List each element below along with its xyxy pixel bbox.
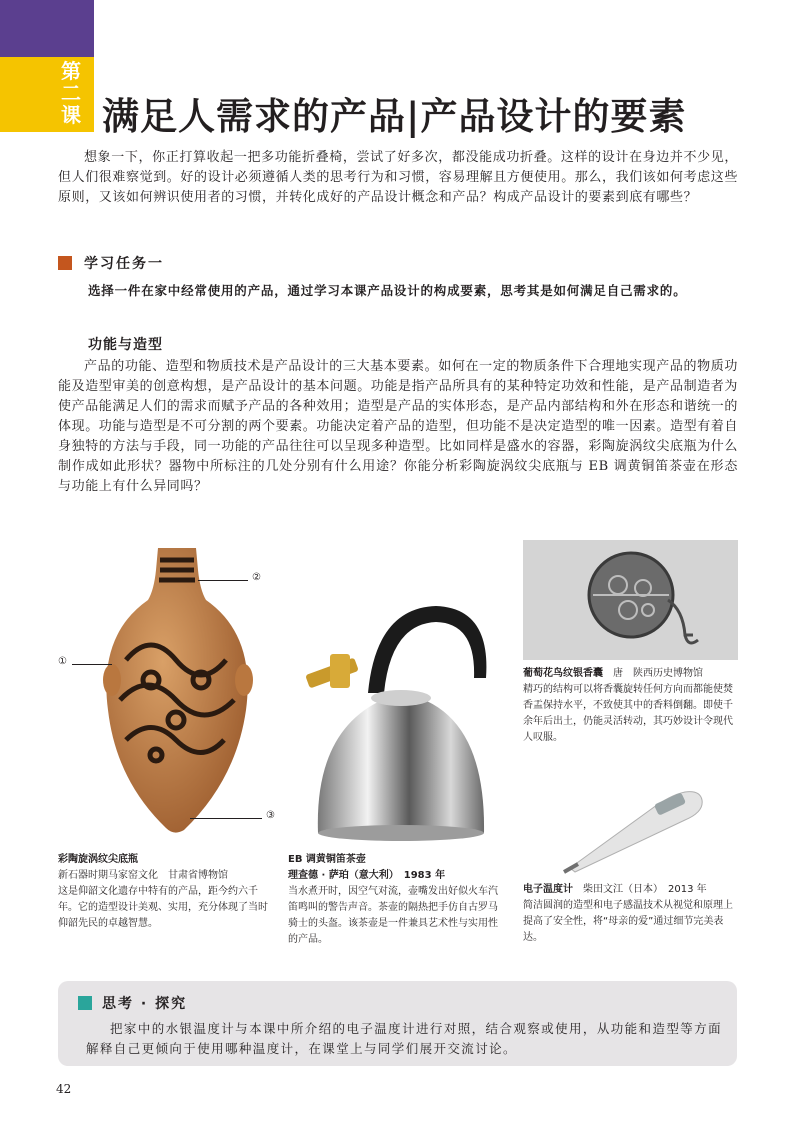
caption-desc: 精巧的结构可以将香囊旋转任何方向而都能使焚香盂保持水平，不致使其中的香料倒翻。即使千余年后出土，仍能灵活转动，其巧妙设计令现代人叹服。 — [523, 684, 733, 743]
square-bullet-icon — [78, 996, 92, 1010]
section-heading: 功能与造型 — [88, 337, 163, 353]
caption-title: 彩陶旋涡纹尖底瓶 — [58, 854, 138, 865]
thermometer-caption — [523, 882, 738, 946]
callout-line — [190, 818, 262, 819]
painted-pottery-vase-image — [96, 540, 276, 850]
square-bullet-icon — [58, 256, 72, 270]
task-text: 选择一件在家中经常使用的产品，通过学习本课产品设计的构成要素，思考其是如何满足自己需求的。 — [88, 283, 687, 298]
censer-caption — [523, 666, 738, 746]
header-yellow-block — [0, 57, 52, 132]
kettle-image — [296, 598, 501, 848]
vase-caption — [58, 852, 273, 932]
caption-title: EB 调黄铜笛茶壶 — [288, 854, 366, 865]
caption-meta: 新石器时期马家窑文化 甘肃省博物馆 — [58, 870, 228, 881]
caption-title-text: 葡萄花鸟纹银香囊 — [523, 668, 603, 679]
callout-3: ③ — [266, 810, 275, 821]
think-heading-label: 思考 · 探究 — [102, 996, 188, 1012]
page-title: 满足人需求的产品|产品设计的要素 — [102, 94, 687, 138]
caption-title — [523, 666, 738, 682]
task-heading-label: 学习任务一 — [84, 256, 164, 272]
callout-line — [72, 664, 112, 665]
page-number: 42 — [56, 1082, 72, 1096]
section-paragraph: 产品的功能、造型和物质技术是产品设计的三大基本要素。如何在一定的物质条件下合理地实现产品的物质功能及造型审美的创意构想，是产品设计的基本问题。功能是指产品所具有的某种特定功效和性能，是产品制造者为使产品能满足人们的需求而赋予产品的各种效用；造型是产品的实体形态，是产品内部结构和外在形态和谐统一的体现。功能与造型是不可分割的两个要素。功能决定着产品的造型，但功能不是决定造型的唯一因素。造型有着自身独特的方法与手段，同一功能的产品往往可以呈现多种造型。比如同样是盛水的容器，彩陶旋涡纹尖底瓶为什么制作成如此形状？器物中所标注的几处分别有什么用途？你能分析彩陶旋涡纹尖底瓶与 EB 调黄铜笛茶壶在形态与功能上有什么异同吗？ — [58, 359, 739, 494]
lesson-tag: 第二课 — [61, 59, 81, 127]
caption-desc: 简洁圆润的造型和电子感温技术从视觉和原理上提高了安全性，将“母亲的爱”通过细节完美表达。 — [523, 900, 733, 943]
header-purple-block — [0, 0, 94, 57]
caption-meta: 理查德 · 萨珀（意大利） 1983 年 — [288, 870, 446, 881]
kettle-caption — [288, 852, 506, 948]
caption-title — [523, 882, 738, 898]
callout-line — [198, 580, 248, 581]
think-heading — [78, 993, 187, 1013]
callout-2: ② — [252, 572, 261, 583]
caption-meta: 唐 陕西历史博物馆 — [613, 668, 703, 679]
caption-meta: 柴田文江（日本） 2013 年 — [583, 884, 707, 895]
callout-1: ① — [58, 656, 67, 667]
think-text: 把家中的水银温度计与本课中所介绍的电子温度计进行对照，结合观察或使用，从功能和造型等方面解释自己更倾向于使用哪种温度计，在课堂上与同学们展开交流讨论。 — [86, 1021, 722, 1056]
intro-paragraph: 想象一下，你正打算收起一把多功能折叠椅，尝试了好多次，都没能成功折叠。这样的设计在身边并不少见，但人们很难察觉到。好的设计必须遵循人类的思考行为和习惯，容易理解且方便使用。那么，我们该如何考虑这些原则，又该如何辨识使用者的习惯，并转化成好的产品设计概念和产品？构成产品设计的要素到底有哪些？ — [58, 150, 739, 205]
task-heading — [58, 253, 164, 273]
caption-desc: 当水煮开时，因空气对流，壶嘴发出好似火车汽笛鸣叫的警告声音。茶壶的隔热把手仿自古罗马骑士的头盔。该茶壶是一件兼具艺术性与实用性的产品。 — [288, 886, 498, 945]
electronic-thermometer-image — [560, 780, 720, 875]
caption-desc: 这是仰韶文化遗存中特有的产品，距今约六千年。它的造型设计美观、实用，充分体现了当时仰韶先民的卓越智慧。 — [58, 886, 268, 929]
caption-title-text: 电子温度计 — [523, 884, 573, 895]
think-explore-box — [58, 981, 737, 1066]
silver-censer-image — [523, 540, 738, 660]
